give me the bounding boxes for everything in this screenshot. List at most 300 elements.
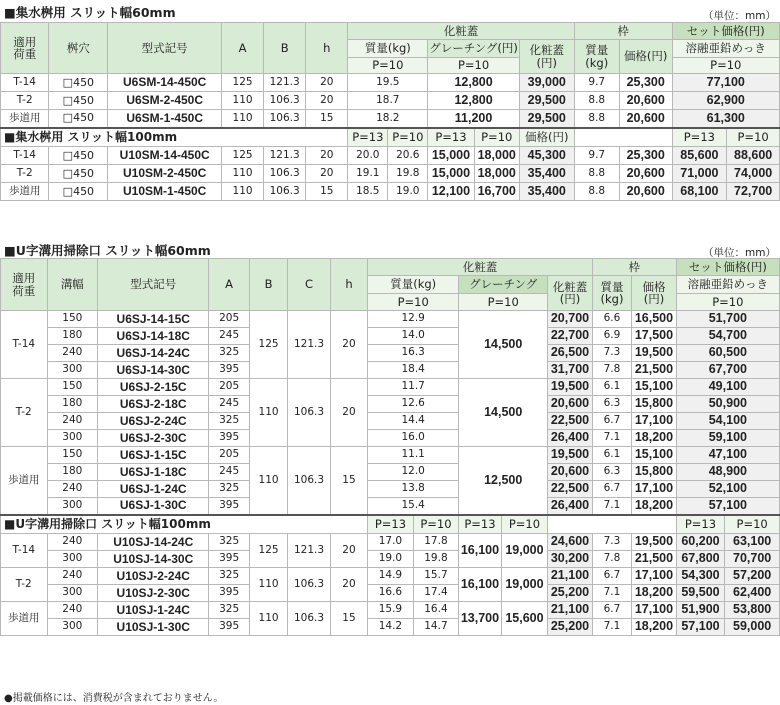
cell-grating: 12,800: [428, 74, 520, 92]
cell-a: 205: [209, 311, 249, 328]
cell-cover-price: 21,100: [548, 602, 593, 619]
cell-weight-p13: 15.9: [368, 602, 414, 619]
cell-h: 20: [330, 311, 367, 379]
cell-weight: 16.3: [368, 345, 459, 362]
header-set-price: セット価格(円): [676, 259, 779, 276]
cell-b: 106.3: [264, 110, 306, 128]
header-b: B: [249, 259, 287, 311]
header-galvanized: 溶融亜鉛めっき: [672, 40, 780, 58]
table-row: [1, 481, 780, 498]
cell-a: 325: [209, 481, 249, 498]
cell-model: U10SM-14-450C: [108, 147, 222, 165]
cell-h: 20: [306, 147, 348, 165]
cell-weight: 11.7: [368, 379, 459, 396]
cell-grating-p10: 18,000: [474, 165, 519, 183]
cell-frame-price: 21,500: [632, 362, 677, 379]
section-title: ■集水桝用 スリット幅60mm: [4, 5, 176, 20]
cell-grating-p13: 13,700: [459, 602, 501, 636]
cell-grating-p13: 15,000: [428, 165, 474, 183]
cell-grating-p10: 16,700: [474, 183, 519, 201]
cell-frame-price: 20,600: [619, 92, 672, 110]
table-row: [1, 74, 780, 92]
cell-grating-p10: 18,000: [474, 147, 519, 165]
cell-width: 150: [47, 379, 98, 396]
cell-a: 205: [209, 379, 249, 396]
header-p10: P=10: [459, 294, 548, 311]
cell-h: 20: [306, 165, 348, 183]
table-row: [1, 183, 780, 201]
cell-set-price-p10: 70,700: [725, 551, 780, 568]
cell-frame-price: 18,200: [632, 430, 677, 447]
table-row: [1, 311, 780, 328]
cell-weight-p10: 19.0: [388, 183, 428, 201]
table-row: [1, 147, 780, 165]
table-row: [1, 379, 780, 396]
unit-label: （単位：mm）: [703, 10, 776, 22]
cell-cover-price: 19,500: [548, 447, 593, 464]
cell-grating: 12,500: [459, 447, 548, 515]
cell-model: U6SJ-14-30C: [98, 362, 209, 379]
blank-cell: [574, 128, 672, 147]
header-p13: P=13: [672, 128, 727, 147]
cell-set-price: 77,100: [672, 74, 780, 92]
cell-frame-price: 25,300: [619, 147, 672, 165]
header-p10: P=10: [727, 128, 780, 147]
header-frame: 枠: [574, 23, 672, 40]
cell-model: U6SJ-1-15C: [98, 447, 209, 464]
cell-b: 106.3: [264, 183, 306, 201]
cell-cover-price: 39,000: [519, 74, 574, 92]
header-p10: P=10: [428, 58, 520, 74]
cell-weight-p10: 14.7: [413, 619, 459, 636]
cell-cover-price: 24,600: [548, 534, 593, 551]
cell-cover-price: 26,500: [548, 345, 593, 362]
cell-h: 15: [306, 183, 348, 201]
header-cover-price: 化粧蓋 (円): [519, 40, 574, 74]
cell-weight-p10: 19.8: [388, 165, 428, 183]
cell-set-price-p10: 63,100: [725, 534, 780, 551]
header-frame-weight: 質量 (kg): [574, 40, 619, 74]
table-row: [1, 464, 780, 481]
header-p10: P=10: [388, 128, 428, 147]
cell-width: 240: [47, 481, 98, 498]
cell-frame-price: 25,300: [619, 74, 672, 92]
cell-a: 395: [209, 362, 249, 379]
cell-b: 121.3: [264, 147, 306, 165]
table-row: [1, 165, 780, 183]
cell-frame-price: 21,500: [632, 551, 677, 568]
cell-set-price-p10: 62,400: [725, 585, 780, 602]
cell-model: U10SJ-14-24C: [98, 534, 209, 551]
cell-load: T-14: [1, 147, 49, 165]
cell-model: U6SJ-2-15C: [98, 379, 209, 396]
cell-h: 15: [306, 110, 348, 128]
cell-set-price: 49,100: [676, 379, 779, 396]
cell-grating-p13: 16,100: [459, 534, 501, 568]
table-row: [1, 619, 780, 636]
header-width: 溝幅: [47, 259, 98, 311]
table-row: [1, 396, 780, 413]
cell-weight-p10: 17.4: [413, 585, 459, 602]
cell-frame-weight: 6.1: [592, 379, 631, 396]
header-p13: P=13: [348, 128, 388, 147]
cell-h: 15: [330, 602, 367, 636]
header-frame-weight: 質量 (kg): [592, 276, 631, 311]
cell-frame-weight: 8.8: [574, 110, 619, 128]
footnote: ●掲載価格には、消費税が含まれておりません。: [4, 693, 224, 704]
table-row: [1, 602, 780, 619]
cell-b: 125: [249, 311, 287, 379]
u-ditch-table: [0, 258, 780, 636]
cell-frame-weight: 6.7: [592, 602, 631, 619]
header-p10: P=10: [676, 294, 779, 311]
header-cover: 化粧蓋: [348, 23, 574, 40]
cell-a: 125: [222, 147, 264, 165]
cell-load: T-14: [1, 534, 48, 568]
cell-b: 106.3: [264, 92, 306, 110]
cell-frame-weight: 8.8: [574, 183, 619, 201]
table-row: [1, 92, 780, 110]
cell-frame-price: 18,200: [632, 619, 677, 636]
cell-weight: 12.9: [368, 311, 459, 328]
cell-cover-price: 22,500: [548, 481, 593, 498]
cell-cover-price: 21,100: [548, 568, 593, 585]
header-c: C: [288, 259, 330, 311]
cell-frame-weight: 8.8: [574, 165, 619, 183]
table-row: [1, 430, 780, 447]
cell-weight-p13: 17.0: [368, 534, 414, 551]
cell-weight: 14.4: [368, 413, 459, 430]
cell-weight: 14.0: [368, 328, 459, 345]
table-row: [1, 551, 780, 568]
header-set-price: セット価格(円): [672, 23, 780, 40]
cell-cover-price: 29,500: [519, 92, 574, 110]
cell-load: 歩道用: [1, 110, 49, 128]
cell-grating: 14,500: [459, 379, 548, 447]
cell-grating: 12,800: [428, 92, 520, 110]
cell-pit: □450: [49, 110, 108, 128]
cell-h: 20: [330, 568, 367, 602]
cell-frame-price: 16,500: [632, 311, 677, 328]
cell-cover-price: 31,700: [548, 362, 593, 379]
cell-frame-weight: 7.3: [592, 534, 631, 551]
cell-cover-price: 25,200: [548, 585, 593, 602]
cell-set-price-p13: 71,000: [672, 165, 727, 183]
cell-weight-p10: 19.8: [413, 551, 459, 568]
header-grating: グレーチング(円): [428, 40, 520, 58]
section-title: ■U字溝用掃除口 スリット幅60mm: [4, 243, 211, 258]
cell-load: 歩道用: [1, 447, 48, 515]
cell-a: 395: [209, 585, 249, 602]
cell-grating-p10: 19,000: [501, 534, 548, 568]
cell-set-price: 60,500: [676, 345, 779, 362]
cell-load: T-2: [1, 379, 48, 447]
header-p10: P=10: [672, 58, 780, 74]
table-row: [1, 498, 780, 515]
header-frame: 枠: [592, 259, 676, 276]
cell-frame-weight: 6.7: [592, 481, 631, 498]
header-b: B: [264, 23, 306, 74]
cell-model: U6SJ-14-18C: [98, 328, 209, 345]
cell-cover-price: 25,200: [548, 619, 593, 636]
cell-model: U6SJ-14-24C: [98, 345, 209, 362]
cell-frame-weight: 6.7: [592, 568, 631, 585]
cell-a: 395: [209, 498, 249, 515]
cell-width: 180: [47, 328, 98, 345]
cell-cover-price: 20,600: [548, 396, 593, 413]
cell-set-price-p10: 74,000: [727, 165, 780, 183]
cell-frame-price: 15,100: [632, 447, 677, 464]
header-p10: P=10: [368, 294, 459, 311]
cell-model: U6SJ-2-18C: [98, 396, 209, 413]
cell-c: 106.3: [288, 447, 330, 515]
table-row: [1, 413, 780, 430]
cell-load: T-2: [1, 568, 48, 602]
cell-load: T-2: [1, 165, 49, 183]
cell-weight: 16.0: [368, 430, 459, 447]
cell-a: 325: [209, 534, 249, 551]
cell-set-price-p13: 67,800: [676, 551, 725, 568]
cell-grating: 11,200: [428, 110, 520, 128]
cell-c: 121.3: [288, 311, 330, 379]
cell-pit: □450: [49, 183, 108, 201]
cell-weight-p13: 16.6: [368, 585, 414, 602]
cell-frame-weight: 9.7: [574, 74, 619, 92]
header-price: 価格(円): [519, 128, 574, 147]
cell-frame-price: 19,500: [632, 534, 677, 551]
cell-pit: □450: [49, 147, 108, 165]
cell-h: 15: [330, 447, 367, 515]
cell-frame-price: 17,100: [632, 481, 677, 498]
cell-frame-weight: 7.1: [592, 430, 631, 447]
cell-model: U6SM-2-450C: [108, 92, 222, 110]
cell-c: 106.3: [288, 568, 330, 602]
cell-a: 110: [222, 165, 264, 183]
header-load: 適用 荷重: [1, 259, 48, 311]
header-h: h: [306, 23, 348, 74]
cell-weight: 12.0: [368, 464, 459, 481]
cell-c: 121.3: [288, 534, 330, 568]
cell-frame-price: 20,600: [619, 110, 672, 128]
cell-frame-weight: 9.7: [574, 147, 619, 165]
cell-width: 300: [47, 498, 98, 515]
cell-c: 106.3: [288, 602, 330, 636]
header-galvanized: 溶融亜鉛めっき: [676, 276, 779, 294]
header-model: 型式記号: [108, 23, 222, 74]
table-row: [1, 345, 780, 362]
cell-model: U6SJ-2-30C: [98, 430, 209, 447]
cell-set-price: 52,100: [676, 481, 779, 498]
cell-set-price: 47,100: [676, 447, 779, 464]
cell-frame-weight: 6.7: [592, 413, 631, 430]
header-p10: P=10: [474, 128, 519, 147]
cell-frame-weight: 6.3: [592, 396, 631, 413]
cell-a: 125: [222, 74, 264, 92]
cell-model: U10SJ-14-30C: [98, 551, 209, 568]
cell-cover-price: 35,400: [519, 183, 574, 201]
cell-model: U10SJ-1-24C: [98, 602, 209, 619]
cell-width: 300: [47, 362, 98, 379]
cell-set-price-p10: 57,200: [725, 568, 780, 585]
cell-frame-price: 17,100: [632, 568, 677, 585]
cell-weight: 13.8: [368, 481, 459, 498]
cell-frame-weight: 6.9: [592, 328, 631, 345]
cell-grating-p10: 15,600: [501, 602, 548, 636]
header-p13: P=13: [428, 128, 474, 147]
cell-frame-weight: 7.3: [592, 345, 631, 362]
cell-width: 150: [47, 447, 98, 464]
header-p13: P=13: [676, 515, 725, 534]
cell-h: 20: [306, 92, 348, 110]
cell-weight: 18.4: [368, 362, 459, 379]
cell-b: 121.3: [264, 74, 306, 92]
cell-h: 20: [330, 379, 367, 447]
cell-model: U6SJ-1-24C: [98, 481, 209, 498]
cell-set-price-p10: 59,000: [725, 619, 780, 636]
cell-set-price: 57,100: [676, 498, 779, 515]
cell-weight-p10: 15.7: [413, 568, 459, 585]
cell-set-price: 54,700: [676, 328, 779, 345]
cell-width: 240: [47, 413, 98, 430]
cell-set-price-p13: 51,900: [676, 602, 725, 619]
header-cover: 化粧蓋: [368, 259, 593, 276]
table-row: [1, 328, 780, 345]
cell-b: 106.3: [264, 165, 306, 183]
cell-frame-price: 18,200: [632, 585, 677, 602]
cell-a: 110: [222, 92, 264, 110]
cell-width: 240: [47, 534, 98, 551]
table-row: [1, 362, 780, 379]
header-p10: P=10: [725, 515, 780, 534]
header-a: A: [222, 23, 264, 74]
cell-width: 240: [47, 345, 98, 362]
cell-load: T-14: [1, 74, 49, 92]
cell-cover-price: 22,700: [548, 328, 593, 345]
cell-cover-price: 26,400: [548, 498, 593, 515]
cell-weight-p13: 18.5: [348, 183, 388, 201]
cell-weight: 12.6: [368, 396, 459, 413]
table-row: [1, 585, 780, 602]
cell-frame-weight: 7.1: [592, 585, 631, 602]
cell-b: 110: [249, 447, 287, 515]
cell-grating-p13: 12,100: [428, 183, 474, 201]
cell-weight-p10: 17.8: [413, 534, 459, 551]
cell-set-price-p13: 57,100: [676, 619, 725, 636]
cell-b: 110: [249, 379, 287, 447]
cell-pit: □450: [49, 165, 108, 183]
cell-c: 106.3: [288, 379, 330, 447]
cell-cover-price: 29,500: [519, 110, 574, 128]
cell-model: U10SM-1-450C: [108, 183, 222, 201]
cell-model: U6SJ-1-18C: [98, 464, 209, 481]
cell-weight-p13: 19.1: [348, 165, 388, 183]
cell-set-price-p10: 53,800: [725, 602, 780, 619]
cell-model: U6SJ-2-24C: [98, 413, 209, 430]
cell-a: 110: [222, 110, 264, 128]
cell-model: U10SM-2-450C: [108, 165, 222, 183]
cell-frame-price: 18,200: [632, 498, 677, 515]
cell-width: 240: [47, 602, 98, 619]
cell-cover-price: 45,300: [519, 147, 574, 165]
cell-set-price: 48,900: [676, 464, 779, 481]
cell-load: T-2: [1, 92, 49, 110]
cell-frame-price: 17,100: [632, 602, 677, 619]
cell-frame-weight: 8.8: [574, 92, 619, 110]
cell-model: U6SJ-14-15C: [98, 311, 209, 328]
cell-pit: □450: [49, 74, 108, 92]
cell-load: T-14: [1, 311, 48, 379]
drain-pit-table: [0, 22, 780, 201]
table-row: [1, 447, 780, 464]
cell-pit: □450: [49, 92, 108, 110]
header-p13: P=13: [459, 515, 501, 534]
cell-weight: 11.1: [368, 447, 459, 464]
header-p13: P=13: [368, 515, 414, 534]
cell-weight-p10: 20.6: [388, 147, 428, 165]
cell-frame-price: 17,500: [632, 328, 677, 345]
cell-model: U10SJ-1-30C: [98, 619, 209, 636]
header-p10: P=10: [413, 515, 459, 534]
cell-grating-p13: 16,100: [459, 568, 501, 602]
cell-cover-price: 30,200: [548, 551, 593, 568]
cell-a: 325: [209, 568, 249, 585]
header-pit: 桝穴: [49, 23, 108, 74]
header-load: 適用 荷重: [1, 23, 49, 74]
cell-weight: 18.7: [348, 92, 428, 110]
cell-set-price-p10: 88,600: [727, 147, 780, 165]
header-weight: 質量(kg): [348, 40, 428, 58]
cell-a: 395: [209, 430, 249, 447]
cell-frame-price: 20,600: [619, 183, 672, 201]
cell-a: 325: [209, 602, 249, 619]
cell-width: 180: [47, 396, 98, 413]
cell-width: 300: [47, 585, 98, 602]
cell-set-price-p13: 60,200: [676, 534, 725, 551]
cell-set-price: 54,100: [676, 413, 779, 430]
cell-width: 300: [47, 551, 98, 568]
cell-frame-price: 17,100: [632, 413, 677, 430]
cell-h: 20: [330, 534, 367, 568]
cell-load: 歩道用: [1, 602, 48, 636]
cell-grating-p10: 19,000: [501, 568, 548, 602]
table-row: [1, 568, 780, 585]
cell-a: 325: [209, 413, 249, 430]
cell-a: 395: [209, 619, 249, 636]
cell-grating: 14,500: [459, 311, 548, 379]
cell-a: 110: [222, 183, 264, 201]
cell-frame-weight: 7.1: [592, 619, 631, 636]
cell-weight: 18.2: [348, 110, 428, 128]
header-h: h: [330, 259, 367, 311]
cell-set-price: 67,700: [676, 362, 779, 379]
cell-cover-price: 26,400: [548, 430, 593, 447]
cell-model: U6SM-14-450C: [108, 74, 222, 92]
cell-set-price-p13: 68,100: [672, 183, 727, 201]
cell-width: 300: [47, 430, 98, 447]
cell-cover-price: 22,500: [548, 413, 593, 430]
cell-frame-price: 15,100: [632, 379, 677, 396]
header-grating: グレーチング: [459, 276, 548, 294]
cell-set-price-p13: 85,600: [672, 147, 727, 165]
unit-label: （単位：mm）: [703, 247, 776, 259]
cell-width: 240: [47, 568, 98, 585]
cell-model: U10SJ-2-24C: [98, 568, 209, 585]
cell-load: 歩道用: [1, 183, 49, 201]
cell-weight-p10: 16.4: [413, 602, 459, 619]
cell-frame-price: 15,800: [632, 396, 677, 413]
cell-grating-p13: 15,000: [428, 147, 474, 165]
cell-a: 245: [209, 396, 249, 413]
